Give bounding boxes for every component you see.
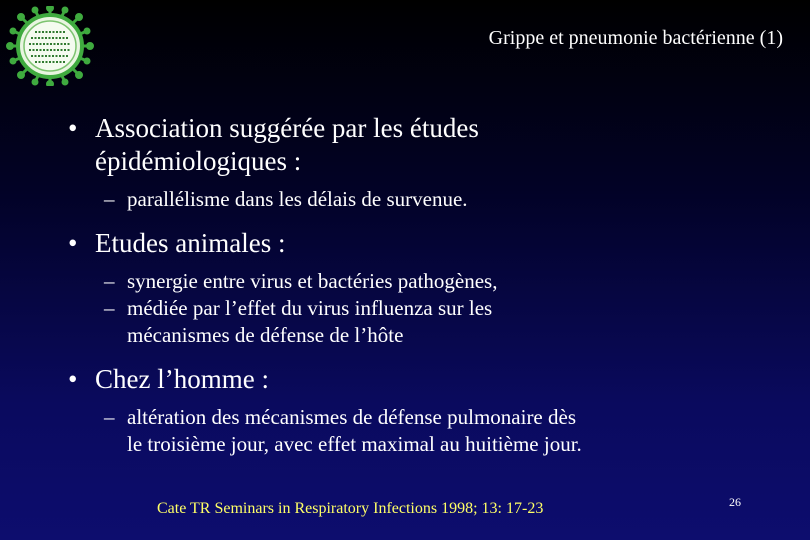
sub-bullet-item — [68, 295, 788, 349]
bullet-dot: • — [68, 228, 78, 258]
bullet-text-line: épidémiologiques : — [95, 146, 302, 176]
bullet-item — [68, 112, 788, 178]
slide-content — [68, 112, 788, 470]
sub-bullet-text-line: le troisième jour, avec effet maximal au huitième jour. — [127, 432, 582, 456]
sub-bullet-text-line: parallélisme dans les délais de survenue. — [127, 187, 468, 211]
sub-bullet-item — [68, 268, 788, 295]
sub-bullet-item — [68, 186, 788, 213]
bullet-group-1 — [68, 112, 788, 213]
sub-bullet-text-line: altération des mécanismes de défense pulmonaire dès — [127, 405, 576, 429]
bullet-text-line: Etudes animales : — [95, 228, 286, 258]
bullet-group-3 — [68, 363, 788, 458]
bullet-item — [68, 363, 788, 396]
sub-bullet-text-line: synergie entre virus et bactéries pathogènes, — [127, 269, 498, 293]
bullet-text-line: Chez l’homme : — [95, 364, 269, 394]
bullet-item — [68, 227, 788, 260]
bullet-group-2 — [68, 227, 788, 349]
page-number: 26 — [729, 495, 741, 509]
citation: Cate TR Seminars in Respiratory Infections 1998; 13: 17-23 — [157, 500, 544, 517]
virus-logo-icon — [4, 6, 96, 86]
sub-bullet-text-line: médiée par l’effet du virus influenza sur les — [127, 296, 493, 320]
sub-bullet-dash: – — [104, 187, 115, 211]
slide-title: Grippe et pneumonie bactérienne (1) — [488, 27, 783, 49]
bullet-dot: • — [68, 113, 78, 143]
sub-bullet-dash: – — [104, 296, 115, 320]
sub-bullet-text-line: mécanismes de défense de l’hôte — [127, 323, 404, 347]
sub-bullet-dash: – — [104, 269, 115, 293]
bullet-dot: • — [68, 364, 78, 394]
bullet-text-line: Association suggérée par les études — [95, 113, 479, 143]
sub-bullet-dash: – — [104, 405, 115, 429]
sub-bullet-item — [68, 404, 788, 458]
